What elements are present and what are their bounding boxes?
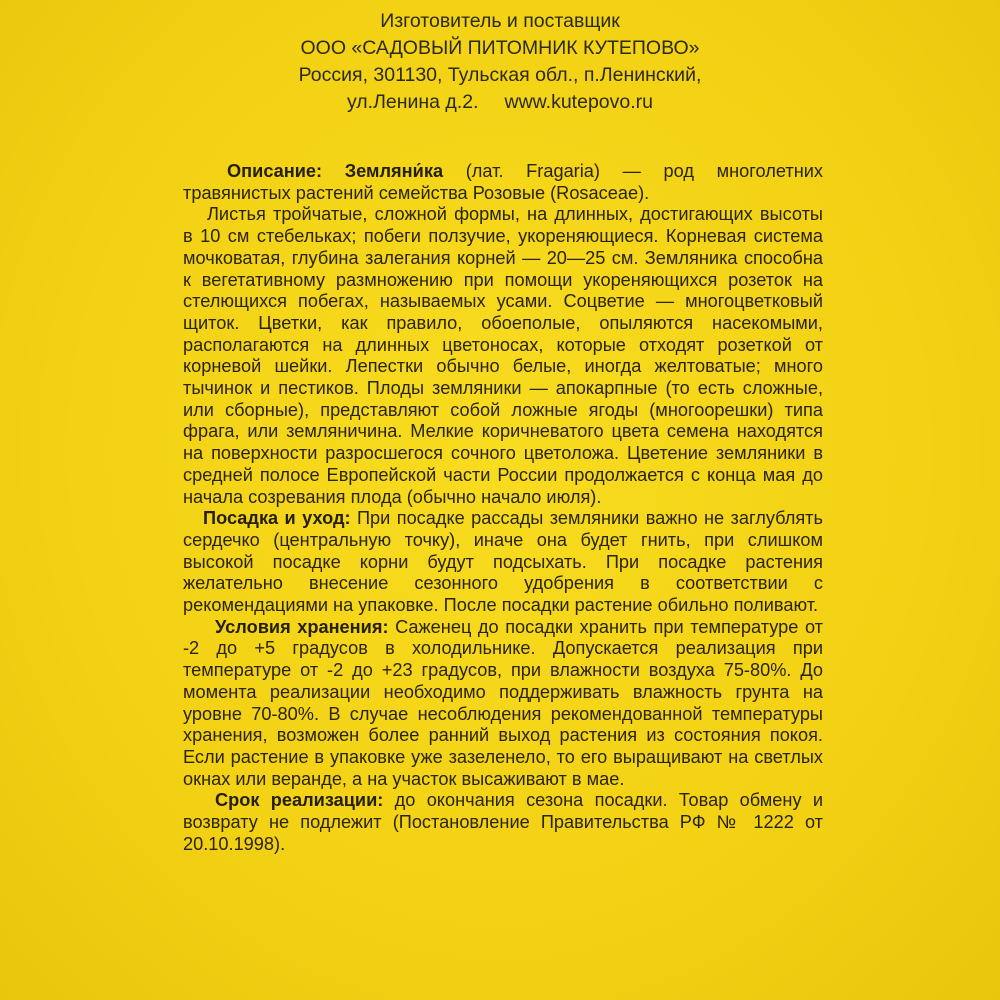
product-text: [183, 161, 823, 856]
manufacturer-caption: Изготовитель и поставщик: [380, 10, 620, 32]
address-line-2: [0, 89, 1000, 116]
planting-text: При посадке рассады земляники важно не заглублять сердечко (центральную точку), иначе она будет гнить, при слишком высокой посадке корни будут подсыхать. При посадке растения желательно внесение сезонного удобрения в соответствии с рекомендациями на упаковке. После посадки растение обильно поливают.: [183, 508, 823, 616]
planting-section: [183, 508, 823, 617]
address-line: Россия, 301130, Тульская обл., п.Ленинский,: [298, 64, 702, 86]
storage-text: Саженец до посадки хранить при температуре от -2 до +5 градусов в холодильнике. Допускается реализация при температуре от -2 до +23 градусов, при влажности воздуха 75-80%. До момента реализации необходимо поддерживать влажность грунта на уровне 70-80%. В случае несоблюдения рекомендованной температуры хранения, возможен более ранний выход растения из состояния покоя. Если растение в упаковке уже зазеленело, то его выращивают на светлых окнах или веранде, а на участок высаживают в мае.: [183, 616, 823, 789]
storage-section: [183, 617, 823, 791]
shelf-life-text: до окончания сезона посадки. Товар обмену и возврату не подлежит (Постановление Правительства РФ № 1222 от 20.10.1998).: [183, 790, 823, 854]
shelf-life-section: [183, 790, 823, 855]
company-name: ООО «САДОВЫЙ ПИТОМНИК КУТЕПОВО»: [300, 37, 700, 59]
description-intro-text: (лат. Fragaria) — род многолетних травянистых растений семейства Розовые (Rosaceae).: [183, 161, 823, 203]
description-label: Описание: Земляни́ка: [227, 161, 444, 181]
street-address: ул.Ленина д.2.: [346, 91, 479, 113]
storage-label: Условия хранения:: [215, 616, 389, 637]
description-intro: [183, 161, 823, 204]
planting-label: Посадка и уход:: [203, 508, 351, 529]
manufacturer-header: [0, 8, 1000, 116]
description-paragraph: Листья тройчатые, сложной формы, на длинных, достигающих высоты в 10 см стебельках; побеги ползучие, укореняющиеся. Корневая система мочковатая, глубина залегания корней — 20—25 см. Земляника способна к вегетативному размножению при помощи укореняющихся розеток на стелющихся побегах, называемых усами. Соцветие — многоцветковый щиток. Цветки, как правило, обоеполые, опыляются насекомыми, располагаются на длинных цветоносах, которые отходят розеткой от корневой шейки. Лепестки обычно белые, иногда желтоватые; много тычинок и пестиков. Плоды земляники — апокарпные (то есть сложные, или сборные), представляют собой ложные ягоды (многоорешки) типа фрага, или земляничина. Мелкие коричневатого цвета семена находятся на поверхности разросшегося сочного цветоложа. Цветение земляники в средней полосе Европейской части России продолжается с конца мая до начала созревания плода (обычно начало июля).: [183, 204, 823, 507]
shelf-life-label: Срок реализации:: [215, 790, 384, 811]
website-url: www.kutepovo.ru: [504, 91, 653, 113]
